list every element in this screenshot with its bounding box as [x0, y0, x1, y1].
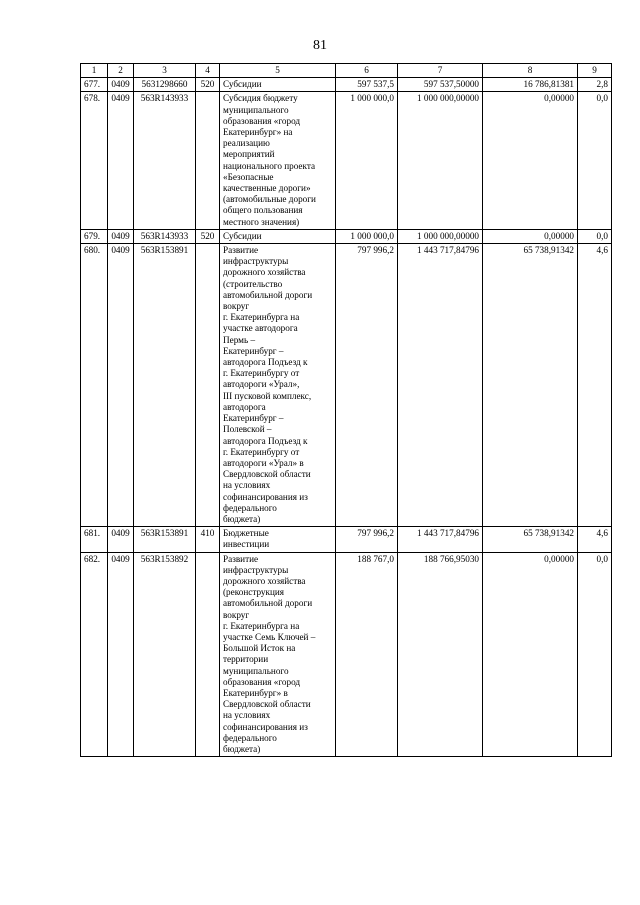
- page-number: 81: [313, 38, 327, 53]
- value-col-6: 597 537,5: [336, 78, 398, 92]
- table-row: [81, 92, 612, 229]
- row-number: 681.: [81, 527, 108, 552]
- target-code: 563R153891: [134, 527, 196, 552]
- value-col-7: 188 766,95030: [398, 552, 483, 757]
- header-row: [81, 64, 612, 78]
- value-col-9: 0,0: [578, 229, 612, 243]
- target-code: 563R143933: [134, 92, 196, 229]
- col-header-6: 6: [336, 64, 398, 78]
- row-number: 677.: [81, 78, 108, 92]
- row-number: 678.: [81, 92, 108, 229]
- expense-kind: 520: [196, 78, 220, 92]
- col-header-9: 9: [578, 64, 612, 78]
- budget-table: [80, 63, 612, 757]
- value-col-7: 1 000 000,00000: [398, 92, 483, 229]
- expense-kind: 520: [196, 229, 220, 243]
- col-header-1: 1: [81, 64, 108, 78]
- section-code: 0409: [108, 92, 134, 229]
- row-number: 680.: [81, 244, 108, 527]
- col-header-5: 5: [220, 64, 336, 78]
- section-code: 0409: [108, 244, 134, 527]
- expense-kind: [196, 244, 220, 527]
- table-row: [81, 552, 612, 757]
- item-name: Субсидии: [220, 229, 336, 243]
- item-name: Бюджетные инвестиции: [220, 527, 336, 552]
- value-col-9: 4,6: [578, 244, 612, 527]
- value-col-7: 1 000 000,00000: [398, 229, 483, 243]
- col-header-7: 7: [398, 64, 483, 78]
- section-code: 0409: [108, 527, 134, 552]
- target-code: 563R153892: [134, 552, 196, 757]
- section-code: 0409: [108, 552, 134, 757]
- item-name: Развитие инфраструктуры дорожного хозяйства (реконструкция автомобильной дороги вокруг г. Екатеринбурга на участке Семь Ключей – Большой Исток на территории муниципального образования «город Екатеринбург» в Свердловской области на условиях софинансирования из федерального бюджета): [220, 552, 336, 757]
- value-col-6: 1 000 000,0: [336, 92, 398, 229]
- table-row: [81, 527, 612, 552]
- col-header-2: 2: [108, 64, 134, 78]
- col-header-8: 8: [483, 64, 578, 78]
- item-name: Субсидия бюджету муниципального образования «город Екатеринбург» на реализацию мероприятий национального проекта «Безопасные качественные дороги» (автомобильные дороги общего пользования местного значения): [220, 92, 336, 229]
- col-header-3: 3: [134, 64, 196, 78]
- value-col-8: 65 738,91342: [483, 527, 578, 552]
- value-col-6: 797 996,2: [336, 244, 398, 527]
- row-number: 682.: [81, 552, 108, 757]
- target-code: 5631298660: [134, 78, 196, 92]
- section-code: 0409: [108, 229, 134, 243]
- value-col-8: 0,00000: [483, 92, 578, 229]
- row-number: 679.: [81, 229, 108, 243]
- value-col-7: 1 443 717,84796: [398, 527, 483, 552]
- col-header-4: 4: [196, 64, 220, 78]
- value-col-8: 0,00000: [483, 229, 578, 243]
- item-name: Развитие инфраструктуры дорожного хозяйства (строительство автомобильной дороги вокруг г. Екатеринбурга на участке автодорога Пермь – Екатеринбург – автодорога Подъезд к г. Екатеринбургу от автодороги «Урал», III пусковой комплекс, автодорога Екатеринбург – Полевской – автодорога Подъезд к г. Екатеринбургу от автодороги «Урал» в Свердловской области на условиях софинансирования из федерального бюджета): [220, 244, 336, 527]
- item-name: Субсидии: [220, 78, 336, 92]
- value-col-8: 16 786,81381: [483, 78, 578, 92]
- target-code: 563R153891: [134, 244, 196, 527]
- value-col-9: 0,0: [578, 92, 612, 229]
- value-col-6: 188 767,0: [336, 552, 398, 757]
- value-col-8: 0,00000: [483, 552, 578, 757]
- expense-kind: [196, 552, 220, 757]
- value-col-6: 797 996,2: [336, 527, 398, 552]
- value-col-9: 0,0: [578, 552, 612, 757]
- value-col-8: 65 738,91342: [483, 244, 578, 527]
- table-row: [81, 244, 612, 527]
- table-row: [81, 78, 612, 92]
- table-row: [81, 229, 612, 243]
- value-col-7: 1 443 717,84796: [398, 244, 483, 527]
- target-code: 563R143933: [134, 229, 196, 243]
- value-col-6: 1 000 000,0: [336, 229, 398, 243]
- value-col-7: 597 537,50000: [398, 78, 483, 92]
- expense-kind: [196, 92, 220, 229]
- expense-kind: 410: [196, 527, 220, 552]
- value-col-9: 4,6: [578, 527, 612, 552]
- value-col-9: 2,8: [578, 78, 612, 92]
- section-code: 0409: [108, 78, 134, 92]
